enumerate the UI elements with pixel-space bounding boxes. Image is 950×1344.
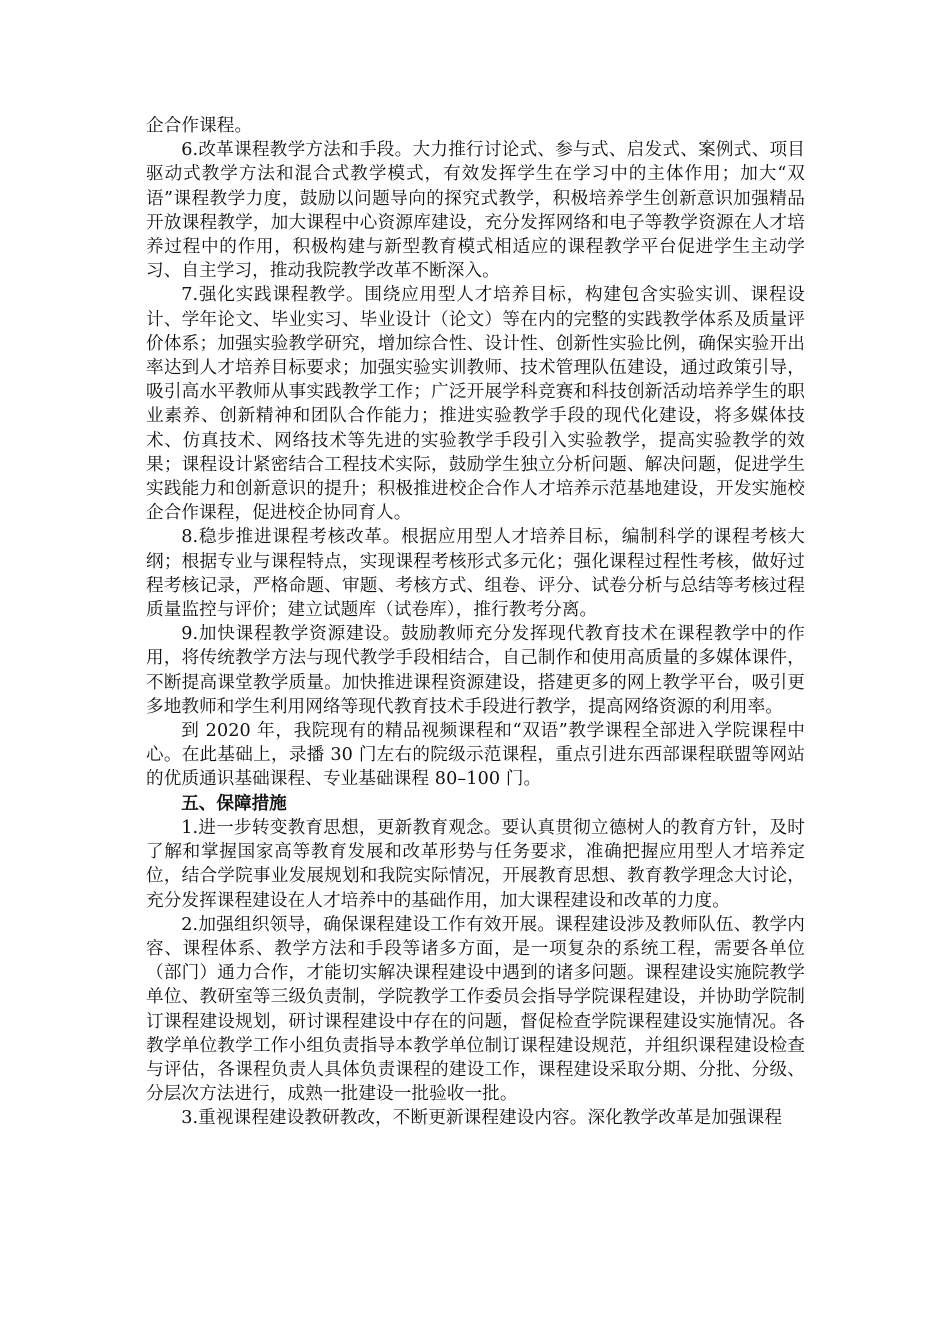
paragraph-item-6: 6.改革课程教学方法和手段。大力推行讨论式、参与式、启发式、案例式、项目驱动式教学方法和混合式教学模式，有效发挥学生在学习中的主体作用；加大“双语”课程教学力度，鼓励以问题导向的探究式教学，积极培养学生创新意识加强精品开放课程教学，加大课程中心资源库建设，充分发挥网络和电子等教学资源在人才培养过程中的作用，积极构建与新型教育模式相适应的课程教学平台促进学生主动学习、自主学习，推动我院教学改革不断深入。 <box>146 140 805 282</box>
paragraph-item-9: 9.加快课程教学资源建设。鼓励教师充分发挥现代教育技术在课程教学中的作用，将传统教学方法与现代教学手段相结合，自己制作和使用高质量的多媒体课件，不断提高课堂教学质量。加快推进课程资源建设，搭建更多的网上教学平台，吸引更多地教师和学生利用网络等现代教育技术手段进行教学，提高网络资源的利用率。 <box>146 624 805 717</box>
paragraph-summary-2020: 到 2020 年，我院现有的精品视频课程和“双语”教学课程全部进入学院课程中心。在此基础上，录播 30 门左右的院级示范课程，重点引进东西部课程联盟等网站的优质通识基础课程、专业基础课程 80–100 门。 <box>146 721 805 790</box>
section-heading: 五、保障措施 <box>181 793 287 814</box>
paragraph-measure-1: 1.进一步转变教育思想，更新教育观念。要认真贯彻立德树人的教育方针，及时了解和掌握国家高等教育发展和改革形势与任务要求，准确把握应用型人才培养定位，结合学院事业发展规划和我院实际情况，开展教育思想、教育教学理念大讨论，充分发挥课程建设在人才培养中的基础作用，加大课程建设和改革的力度。 <box>146 817 805 911</box>
paragraph-item-8: 8.稳步推进课程考核改革。根据应用型人才培养目标，编制科学的课程考核大纲；根据专业与课程特点，实现课程考核形式多元化；强化课程过程性考核，做好过程考核记录，严格命题、审题、考核方式、组卷、评分、试卷分析与总结等考核过程质量监控与评价；建立试题库（试卷库），推行教考分离。 <box>146 527 805 621</box>
paragraph-item-7: 7.强化实践课程教学。围绕应用型人才培养目标，构建包含实验实训、课程设计、学年论文、毕业实习、毕业设计（论文）等在内的完整的实践教学体系及质量评价体系；加强实验教学研究，增加综合性、设计性、创新性实验比例，确保实验开出率达到人才培养目标要求；加强实验实训教师、技术管理队伍建设，通过政策引导，吸引高水平教师从事实践教学工作；广泛开展学科竞赛和科技创新活动培养学生的职业素养、创新精神和团队合作能力；推进实验教学手段的现代化建设，将多媒体技术、仿真技术、网络技术等先进的实验教学手段引入实验教学，提高实验教学的效果；课程设计紧密结合工程技术实际，鼓励学生独立分析问题、解决问题，促进学生实践能力和创新意识的提升；积极推进校企合作人才培养示范基地建设，开发实施校企合作课程，促进校企协同育人。 <box>146 285 805 524</box>
paragraph-measure-3: 3.重视课程建设教研教改，不断更新课程建设内容。深化教学改革是加强课程 <box>181 1108 783 1129</box>
paragraph-measure-2: 2.加强组织领导，确保课程建设工作有效开展。课程建设涉及教师队伍、教学内容、课程体系、教学方法和手段等诸多方面，是一项复杂的系统工程，需要各单位（部门）通力合作，才能切实解决课程建设中遇到的诸多问题。课程建设实施院教学单位、教研室等三级负责制，学院教学工作委员会指导学院课程建设，并协助学院制订课程建设规划，研讨课程建设中存在的问题，督促检查学院课程建设实施情况。各教学单位教学工作小组负责指导本教学单位制订课程建设规范，并组织课程建设检查与评估，各课程负责人具体负责课程的建设工作，课程建设采取分期、分批、分级、分层次方法进行，成熟一批建设一批验收一批。 <box>146 914 805 1105</box>
paragraph-continuation: 企合作课程。 <box>146 116 253 136</box>
